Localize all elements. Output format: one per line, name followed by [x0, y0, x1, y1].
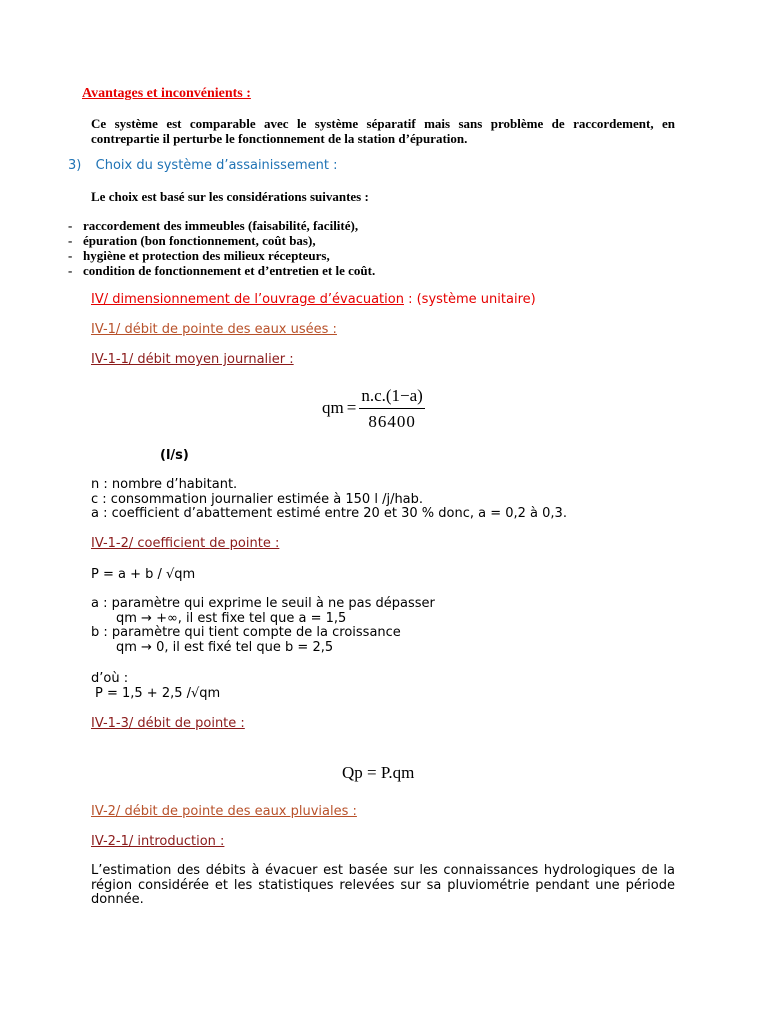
- definitions-list: [91, 478, 567, 522]
- bullet-marker: -: [68, 233, 73, 248]
- parameters-block: [91, 597, 435, 655]
- formula-qp: Qp = P.qm: [342, 763, 415, 782]
- list-item: - raccordement des immeubles (faisabilité, facilité),: [68, 218, 359, 233]
- choix-intro: Le choix est basé sur les considérations suivantes :: [91, 189, 369, 204]
- heading-iv-1-2: IV-1-2/ coefficient de pointe :: [91, 536, 280, 551]
- formula-qm-fraction: [359, 386, 425, 432]
- formula-p: P = a + b / √qm: [91, 567, 196, 582]
- param-b-definition: b : paramètre qui tient compte de la croissance: [91, 625, 401, 640]
- bullet-marker: -: [68, 263, 73, 278]
- heading-iv-2: IV-2/ débit de pointe des eaux pluviales :: [91, 804, 357, 819]
- unit-ls: (l/s): [160, 448, 189, 463]
- formula-qm: [322, 386, 425, 432]
- formula-qm-numerator: n.c.(1−a): [359, 386, 425, 409]
- list-item: - hygiène et protection des milieux récepteurs,: [68, 248, 330, 263]
- list-item: - épuration (bon fonctionnement, coût bas),: [68, 233, 316, 248]
- list-item: - condition de fonctionnement et d’entretien et le coût.: [68, 263, 376, 278]
- formula-qm-denominator: 86400: [368, 412, 416, 431]
- paragraph-avantages: Ce système est comparable avec le système séparatif mais sans problème de raccordement, en contrepartie il perturbe le fonctionnement de la station d’épuration.: [91, 116, 675, 146]
- heading-choix-title: Choix du système d’assainissement :: [95, 158, 338, 173]
- heading-iv-1: IV-1/ débit de pointe des eaux usées :: [91, 322, 337, 337]
- param-a-definition: a : paramètre qui exprime le seuil à ne pas dépasser: [91, 596, 435, 611]
- choix-bullet-list: [68, 218, 375, 278]
- formula-p-values: P = 1,5 + 2,5 /√qm: [95, 686, 221, 701]
- heading-iv-title: IV/ dimensionnement de l’ouvrage d’évacuation: [91, 292, 404, 307]
- definition-n: n : nombre d’habitant.: [91, 477, 238, 492]
- param-b-condition: qm → 0, il est fixé tel que b = 2,5: [116, 639, 334, 655]
- param-a-condition: qm → +∞, il est fixe tel que a = 1,5: [116, 610, 347, 626]
- heading-choix-number: 3): [68, 158, 82, 173]
- bullet-marker: -: [68, 248, 73, 263]
- definition-a: a : coefficient d’abattement estimé entre 20 et 30 % donc, a = 0,2 à 0,3.: [91, 506, 567, 521]
- heading-avantages: Avantages et inconvénients :: [82, 86, 251, 101]
- definition-c: c : consommation journalier estimée à 150 l /j/hab.: [91, 491, 424, 507]
- heading-choix: [68, 158, 337, 173]
- heading-iv-1-1: IV-1-1/ débit moyen journalier :: [91, 352, 294, 367]
- paragraph-introduction: L’estimation des débits à évacuer est basée sur les connaissances hydrologiques de la région considérée et les statistiques relevées sur sa pluviométrie pendant une période donnée.: [91, 863, 675, 907]
- formula-qm-lhs: qm: [322, 397, 344, 417]
- heading-iv-1-3: IV-1-3/ débit de pointe :: [91, 716, 245, 731]
- heading-iv-2-1: IV-2-1/ introduction :: [91, 834, 225, 849]
- bullet-marker: -: [68, 218, 73, 233]
- formula-qm-eq: =: [346, 397, 357, 417]
- heading-iv-suffix: : (système unitaire): [403, 292, 536, 307]
- heading-iv: [91, 292, 536, 307]
- dou-label: d’où :: [91, 671, 129, 686]
